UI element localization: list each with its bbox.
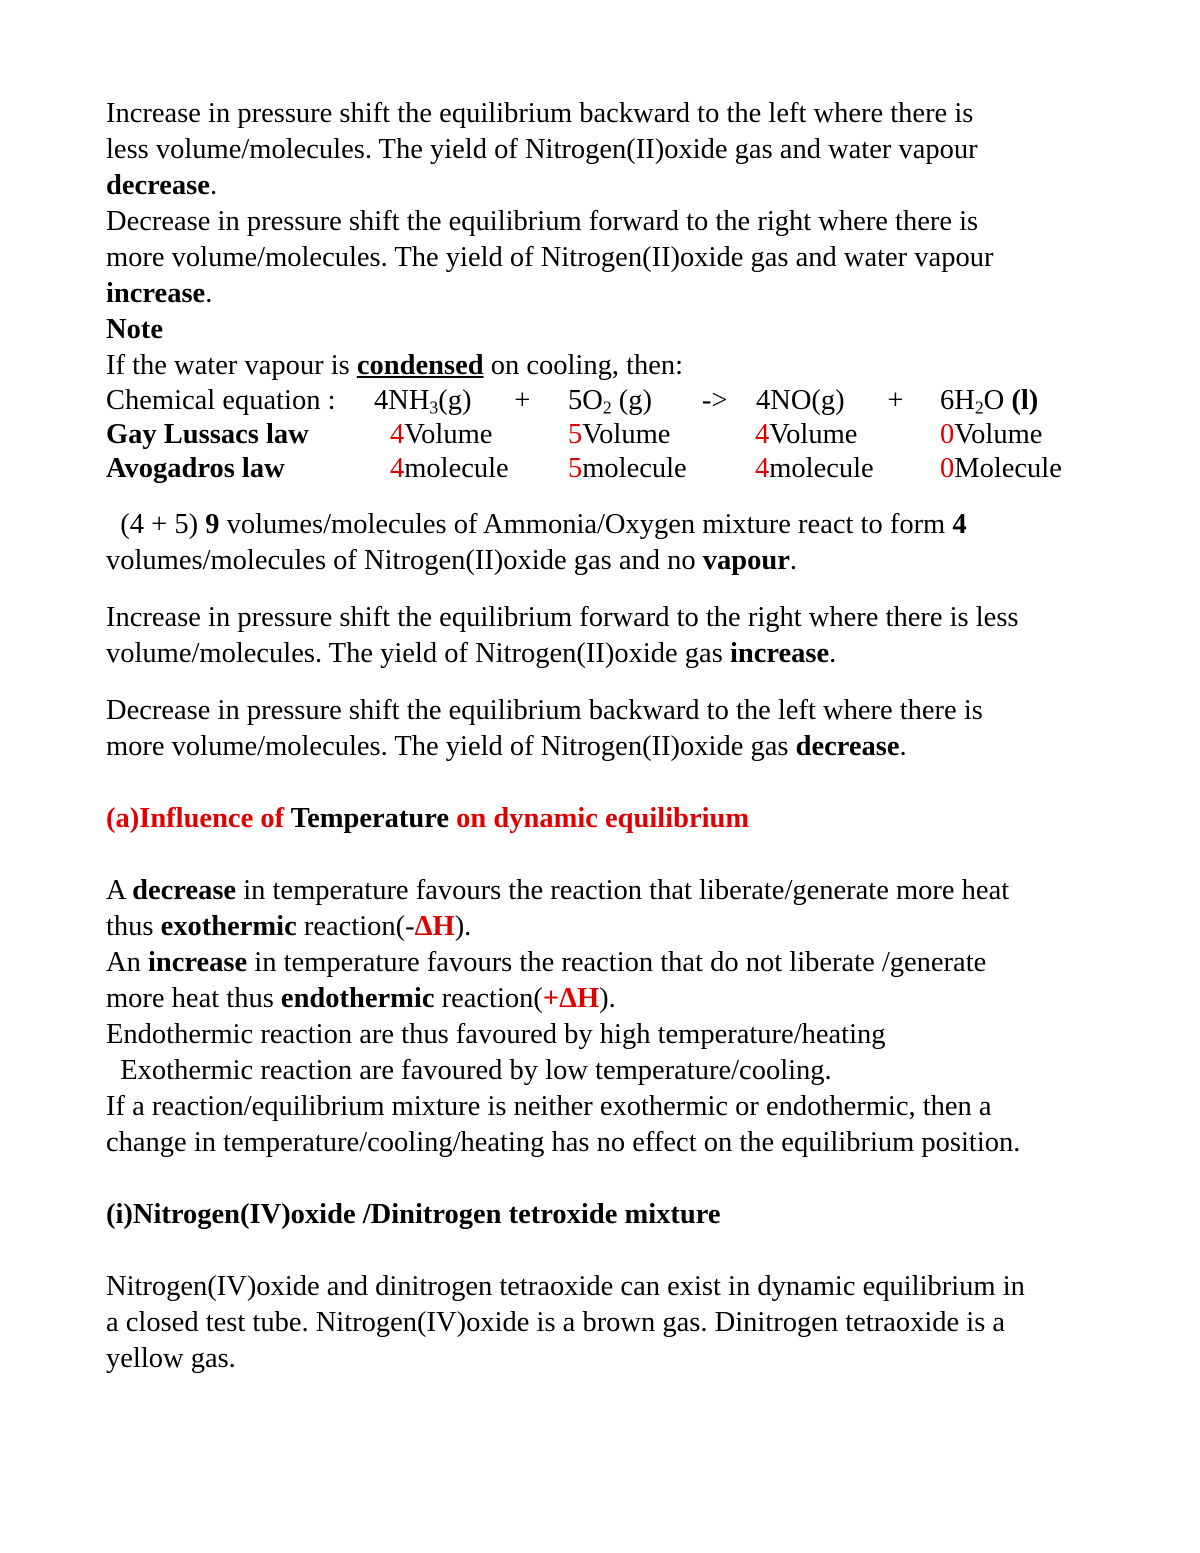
equation-nitrogen-oxide: 4NO(g) +: [756, 385, 904, 416]
equation-water: $6H_2O$ (l): [940, 385, 1039, 418]
document-page: [106, 96, 1136, 1377]
note-line: If the water vapour is condensed on cooling, then:: [106, 350, 684, 381]
volume-cell: 5Volume: [568, 419, 671, 450]
molecule-cell: 5molecule: [568, 453, 687, 484]
paragraph-line: yellow gas.: [106, 1343, 236, 1374]
paragraph-line: more volume/molecules. The yield of Nitrogen(II)oxide gas and water vapour: [106, 242, 994, 273]
paragraph-line: Increase in pressure shift the equilibrium forward to the right where there is less: [106, 602, 1019, 633]
summary-line: volumes/molecules of Nitrogen(II)oxide gas and no vapour.: [106, 545, 797, 576]
equation-ammonia: $4NH_3(g)$ +: [374, 385, 531, 418]
volume-cell: 0Volume: [940, 419, 1043, 450]
summary-line: (4 + 5) 9 volumes/molecules of Ammonia/Oxygen mixture react to form 4: [120, 509, 967, 540]
paragraph-line: volume/molecules. The yield of Nitrogen(II)oxide gas increase.: [106, 638, 837, 669]
paragraph-line: Exothermic reaction are favoured by low temperature/cooling.: [113, 1055, 832, 1086]
section-heading-temperature: (a)Influence of Temperature on dynamic equilibrium: [106, 803, 750, 834]
volume-cell: 4Volume: [755, 419, 858, 450]
paragraph-line: increase.: [106, 278, 213, 309]
equation-label: Chemical equation :: [106, 385, 336, 416]
bold-term: increase: [106, 278, 206, 309]
paragraph-line: Decrease in pressure shift the equilibrium forward to the right where there is: [106, 206, 979, 237]
paragraph-line: more volume/molecules. The yield of Nitrogen(II)oxide gas decrease.: [106, 731, 907, 762]
molecule-cell: 4molecule: [755, 453, 874, 484]
paragraph-line: change in temperature/cooling/heating has no effect on the equilibrium position.: [106, 1127, 1021, 1158]
avogadro-label: Avogadros law: [106, 453, 285, 484]
underlined-term: condensed: [356, 350, 484, 381]
paragraph-line: Increase in pressure shift the equilibrium backward to the left where there is: [106, 98, 974, 129]
chemical-equation-row: [106, 384, 1136, 418]
avogadro-row: [106, 452, 1136, 486]
paragraph-line: thus exothermic reaction(-ΔH).: [106, 911, 472, 942]
volume-cell: 4Volume: [390, 419, 493, 450]
molecule-cell: 4molecule: [390, 453, 509, 484]
paragraph-line: Nitrogen(IV)oxide and dinitrogen tetraoxide can exist in dynamic equilibrium in: [106, 1271, 1025, 1302]
paragraph-line: more heat thus endothermic reaction(+ΔH).: [106, 983, 616, 1014]
paragraph-line: Endothermic reaction are thus favoured by high temperature/heating: [106, 1019, 886, 1050]
paragraph-line: a closed test tube. Nitrogen(IV)oxide is a brown gas. Dinitrogen tetraoxide is a: [106, 1307, 1006, 1338]
paragraph-line: Decrease in pressure shift the equilibrium backward to the left where there is: [106, 695, 983, 726]
note-title: Note: [106, 314, 163, 345]
molecule-cell: 0Molecule: [940, 453, 1062, 484]
paragraph-line: less volume/molecules. The yield of Nitrogen(II)oxide gas and water vapour: [106, 134, 978, 165]
bold-term: decrease: [106, 170, 210, 201]
paragraph-line: If a reaction/equilibrium mixture is neither exothermic or endothermic, then a: [106, 1091, 992, 1122]
paragraph-line: A decrease in temperature favours the reaction that liberate/generate more heat: [106, 875, 1010, 906]
paragraph-line: decrease.: [106, 170, 218, 201]
gay-lussac-row: [106, 418, 1136, 452]
paragraph-line: An increase in temperature favours the reaction that do not liberate /generate: [106, 947, 987, 978]
gay-lussac-label: Gay Lussacs law: [106, 419, 309, 450]
section-heading-nitrogen-oxide: (i)Nitrogen(IV)oxide /Dinitrogen tetroxide mixture: [106, 1199, 721, 1230]
equation-oxygen: $5O_2$ (g) ->: [568, 385, 728, 418]
